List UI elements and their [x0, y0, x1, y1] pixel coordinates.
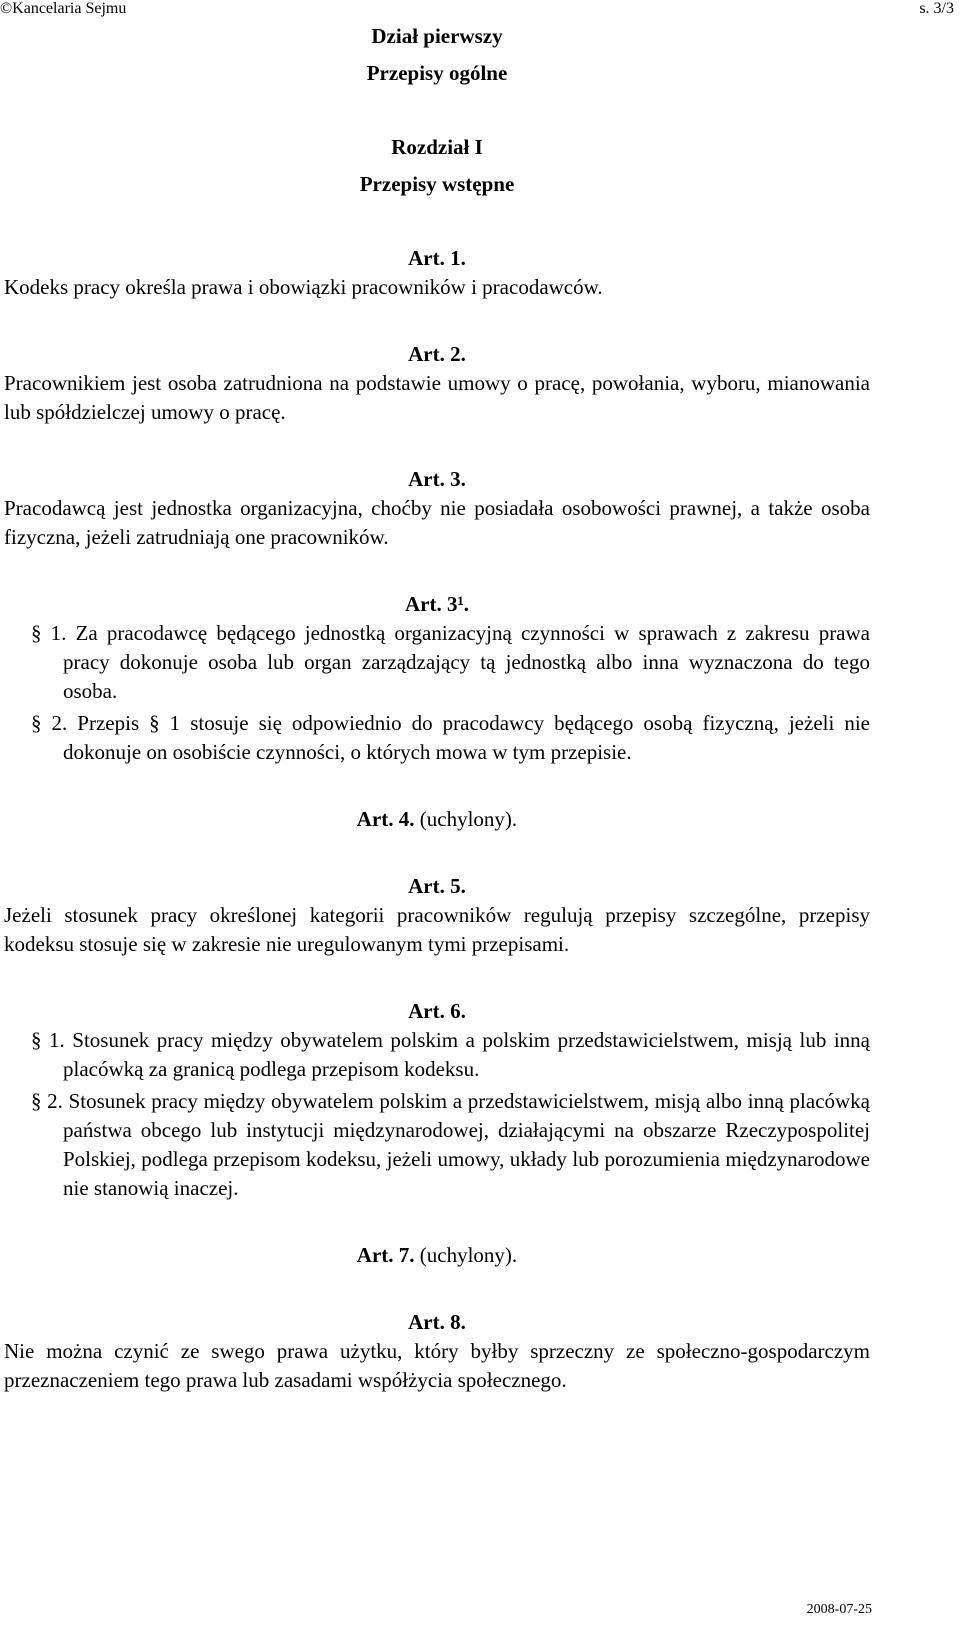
article-number: Art. 3¹.	[404, 592, 470, 616]
section-1: § 1. Stosunek pracy między obywatelem polskim a polskim przedstawicielstwem, misją lub inną placówką za granicą podlega przepisom kodeksu.	[31, 1028, 870, 1081]
document-body	[4, 18, 870, 1395]
article-number: Art. 3.	[408, 467, 466, 491]
article-number: Art. 8.	[408, 1310, 466, 1334]
division-heading: Dział pierwszy	[371, 24, 503, 48]
article-text: Nie można czynić ze swego prawa użytku, który byłby sprzeczny ze społeczno-gospodarczym przeznaczeniem tego prawa lub zasadami współżycia społecznego.	[4, 1339, 870, 1392]
article-3	[4, 465, 870, 552]
article-number: Art. 1.	[408, 246, 466, 270]
article-text: Pracodawcą jest jednostka organizacyjna, choćby nie posiadała osobowości prawnej, a także osoba fizyczna, jeżeli zatrudniają one pracowników.	[4, 496, 870, 549]
article-8	[4, 1308, 870, 1395]
section-1: § 1. Za pracodawcę będącego jednostką organizacyjną czynności w sprawach z zakresu prawa pracy dokonuje osoba lub organ zarządzający tą jednostką albo inna wyznaczona do tego osoba.	[31, 621, 870, 703]
article-7	[4, 1241, 870, 1270]
article-number-line	[4, 805, 870, 834]
article-number: Art. 7.	[356, 1243, 415, 1267]
article-6	[4, 997, 870, 1203]
section-2: § 2. Stosunek pracy między obywatelem polskim a przedstawicielstwem, misją albo inną placówką państwa obcego lub instytucji międzynarodowej, działającymi na obszarze Rzeczypospolitej Polskiej, podlega przepisom kodeksu, jeżeli umowy, układy lub porozumienia międzynarodowe nie stanowią inaczej.	[31, 1089, 870, 1200]
section-2: § 2. Przepis § 1 stosuje się odpowiednio do pracodawcy będącego osobą fizyczną, jeżeli nie dokonuje on osobiście czynności, o których mowa w tym przepisie.	[31, 711, 870, 764]
article-3-1	[4, 590, 870, 767]
article-5	[4, 872, 870, 959]
article-note: (uchylony).	[419, 807, 518, 831]
article-number: Art. 2.	[408, 342, 466, 366]
article-text: Jeżeli stosunek pracy określonej kategorii pracowników regulują przepisy szczególne, przepisy kodeksu stosuje się w zakresie nie uregulowanym tymi przepisami.	[4, 903, 870, 956]
article-text: Pracownikiem jest osoba zatrudniona na podstawie umowy o pracę, powołania, wyboru, mianowania lub spółdzielczej umowy o pracę.	[4, 371, 870, 424]
article-number: Art. 6.	[408, 999, 466, 1023]
footer-date: 2008-07-25	[806, 1602, 872, 1617]
article-note: (uchylony).	[419, 1243, 518, 1267]
header-page-number: s. 3/3	[919, 0, 954, 17]
article-1	[4, 244, 870, 302]
header-source: ©Kancelaria Sejmu	[0, 0, 127, 17]
article-text: Kodeks pracy określa prawa i obowiązki pracowników i pracodawców.	[4, 275, 603, 299]
article-4	[4, 805, 870, 834]
division-title: Przepisy ogólne	[366, 61, 508, 85]
article-number: Art. 5.	[408, 874, 466, 898]
article-number-line	[4, 1241, 870, 1270]
article-number: Art. 4.	[356, 807, 415, 831]
chapter-heading: Rozdział I	[391, 135, 483, 159]
article-2	[4, 340, 870, 427]
chapter-title: Przepisy wstępne	[359, 172, 515, 196]
